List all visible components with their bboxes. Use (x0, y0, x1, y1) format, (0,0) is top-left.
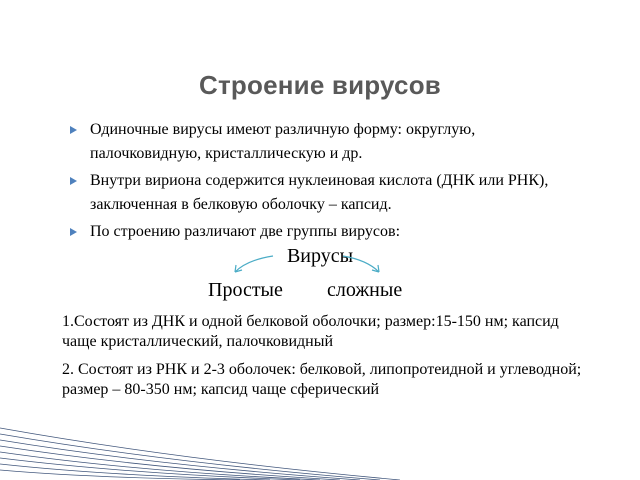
bullet-text: По строению различают две группы вирусов: (90, 223, 401, 240)
slide-title: Строение вирусов (199, 70, 441, 100)
arrow-right-icon (343, 256, 379, 272)
paragraph-complex: 2. Состоят из РНК и 2-3 оболочек: белковой, липопротеидной и углеводной; размер – 80-350 нм; капсид чаще сферический (62, 361, 582, 398)
diagram-root-label: Вирусы (286, 245, 354, 267)
diagram-right-label: сложные (327, 279, 403, 301)
bullet-arrow-icon (70, 126, 77, 134)
bullet-item (70, 169, 590, 217)
decorative-lines (0, 390, 400, 480)
diagram-left-label: Простые (208, 279, 283, 301)
bullet-list (70, 118, 590, 247)
bullet-item (70, 220, 590, 244)
bullet-arrow-icon (70, 177, 77, 185)
bullet-text: Внутри вириона содержится нуклеиновая кислота (ДНК или РНК), заключенная в белковую оболочку – капсид. (90, 172, 549, 213)
arrow-left-icon (235, 256, 273, 272)
bullet-item (70, 118, 590, 166)
paragraph-simple: 1.Состоят из ДНК и одной белковой оболочки; размер:15-150 нм; капсид чаще кристаллический, палочковидный (62, 313, 559, 350)
bullet-text: Одиночные вирусы имеют различную форму: округлую, палочковидную, кристаллическую и др. (90, 121, 476, 162)
bullet-arrow-icon (70, 228, 77, 236)
